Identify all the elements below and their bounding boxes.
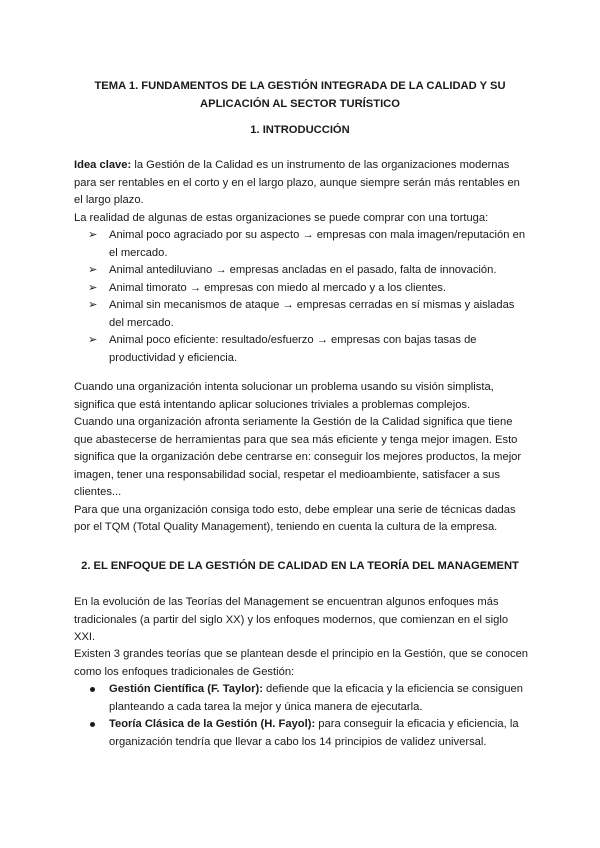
theories-list xyxy=(88,681,530,751)
simplista-paragraph: Cuando una organización intenta solucionar un problema usando su visión simplista, significa que está intentando aplicar soluciones triviales a problemas complejos. xyxy=(74,381,494,411)
idea-clave-text: la Gestión de la Calidad es un instrumento de las organizaciones modernas para ser rentables en el corto y en el largo plazo, aunque siempre serán más rentables en el largo plazo. xyxy=(74,159,520,206)
arrow-bullet-icon: ➢ xyxy=(88,264,98,276)
list-item xyxy=(88,681,530,716)
afronta-paragraph: Cuando una organización afronta seriamente la Gestión de la Calidad significa que tiene que abastecerse de herramientas para que sea más eficiente y tenga mejor imagen. Esto significa que la organización debe centrarse en: conseguir los mejores productos, la mejor imagen, tener una responsabilidad social, respetar el medioambiente, satisfacer a sus clientes... xyxy=(74,416,522,498)
document-title: TEMA 1. FUNDAMENTOS DE LA GESTIÓN INTEGRADA DE LA CALIDAD Y SU APLICACIÓN AL SECTOR TURÍSTICO xyxy=(94,80,506,110)
list-item xyxy=(88,716,530,751)
list-item-text: Animal sin mecanismos de ataque → empresas cerradas en sí mismas y aisladas del mercado. xyxy=(109,299,515,329)
bullet-dot-icon xyxy=(90,687,95,692)
evolucion-paragraph: En la evolución de las Teorías del Management se encuentran algunos enfoques más tradicionales (a partir del siglo XX) y los enfoques modernos, que comienzan en el siglo XXI. xyxy=(74,596,509,643)
idea-clave-label: Idea clave: xyxy=(74,159,132,171)
list-item-text: Animal antediluviano → empresas ancladas en el pasado, falta de innovación. xyxy=(109,264,497,276)
existen-paragraph: Existen 3 grandes teorías que se plantean desde el principio en la Gestión, que se conocen como los enfoques tradicionales de Gestión: xyxy=(74,648,529,678)
list-item-text: Animal poco agraciado por su aspecto → empresas con mala imagen/reputación en el mercado. xyxy=(109,229,526,259)
tortuga-list xyxy=(88,227,530,367)
theory-text: para conseguir la eficacia y eficiencia, la organización tendría que llevar a cabo los 14 principios de validez universal. xyxy=(109,718,519,748)
arrow-bullet-icon: ➢ xyxy=(88,334,98,346)
list-item-text: Animal timorato → empresas con miedo al mercado y a los clientes. xyxy=(109,281,447,294)
theory-label: Gestión Científica (F. Taylor): xyxy=(109,683,263,695)
arrow-bullet-icon: ➢ xyxy=(88,281,98,294)
list-item xyxy=(88,262,530,280)
list-item xyxy=(88,280,530,298)
section-heading-introduccion: 1. INTRODUCCIÓN xyxy=(250,124,350,136)
arrow-bullet-icon: ➢ xyxy=(88,229,98,241)
bullet-dot-icon xyxy=(90,722,95,727)
list-item xyxy=(88,332,530,367)
theory-text: defiende que la eficacia y la eficiencia se consiguen planteando a cada tarea la mejor y única manera de ejecutarla. xyxy=(109,683,523,713)
tqm-paragraph: Para que una organización consiga todo esto, debe emplear una serie de técnicas dadas por el TQM (Total Quality Management), teniendo en cuenta la cultura de la empresa. xyxy=(74,503,516,533)
list-item xyxy=(88,227,530,262)
theory-label: Teoría Clásica de la Gestión (H. Fayol): xyxy=(109,718,316,730)
list-item-text: Animal poco eficiente: resultado/esfuerzo → empresas con bajas tasas de productividad y eficiencia. xyxy=(109,334,477,364)
arrow-bullet-icon: ➢ xyxy=(88,299,98,311)
section-heading-enfoque: 2. EL ENFOQUE DE LA GESTIÓN DE CALIDAD EN LA TEORÍA DEL MANAGEMENT xyxy=(81,560,519,572)
list-item xyxy=(88,297,530,332)
idea-clave-paragraph xyxy=(74,157,530,210)
tortuga-intro: La realidad de algunas de estas organizaciones se puede comprar con una tortuga: xyxy=(74,211,489,224)
